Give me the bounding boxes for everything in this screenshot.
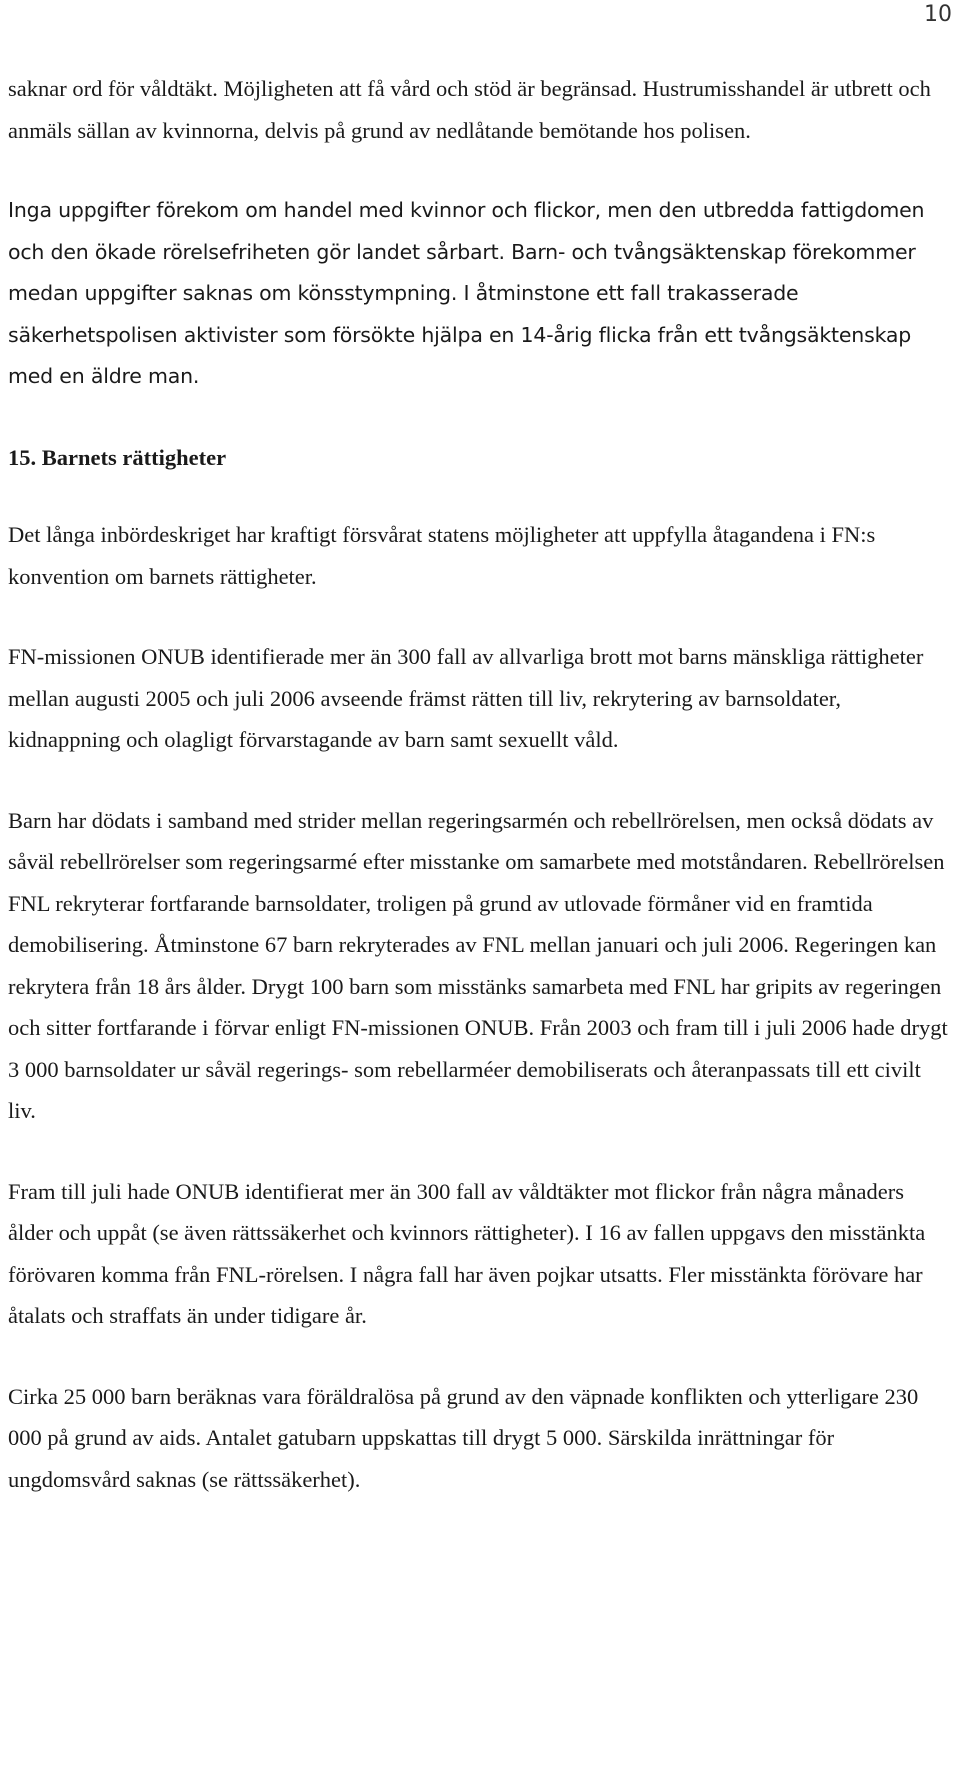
paragraph-3: Det långa inbördeskriget har kraftigt försvårat statens möjligheter att uppfylla åtagandena i FN:s konvention om barnets rättigheter. (8, 522, 876, 589)
document-body (8, 68, 953, 1539)
paragraph-7: Cirka 25 000 barn beräknas vara föräldralösa på grund av den väpnade konflikten och ytterligare 230 000 på grund av aids. Antalet gatubarn uppskattas till drygt 5 000. Särskilda inrättningar för ungdomsvård saknas (se rättssäkerhet). (8, 1383, 919, 1492)
paragraph-6: Fram till juli hade ONUB identifierat mer än 300 fall av våldtäkter mot flickor från några månaders ålder och uppåt (se även rättssäkerhet och kvinnors rättigheter). I 16 av fallen uppgavs den misstänkta förövaren komma från FNL-rörelsen. I några fall har även pojkar utsatts. Fler misstänkta förövare har åtalats och straffats än under tidigare år. (8, 1178, 926, 1328)
paragraph-2: Inga uppgifter förekom om handel med kvinnor och flickor, men den utbredda fattigdomen och den ökade rörelsefriheten gör landet sårbart. Barn- och tvångsäktenskap förekommer medan uppgifter saknas om könsstympning. I åtminstone ett fall trakasserade säkerhetspolisen aktivister som försökte hjälpa en 14-årig flicka från ett tvångsäktenskap med en äldre man. (8, 198, 925, 388)
paragraph-4: FN-missionen ONUB identifierade mer än 300 fall av allvarliga brott mot barns mänskliga rättigheter mellan augusti 2005 och juli 2006 avseende främst rätten till liv, rekrytering av barnsoldater, kidnappning och olagligt förvarstagande av barn samt sexuellt våld. (8, 644, 924, 752)
page-number: 10 (924, 2, 952, 27)
paragraph-5: Barn har dödats i samband med strider mellan regeringsarmén och rebellrörelsen, men också dödats av såväl rebellrörelser som regeringsarmé efter misstanke om samarbete med motståndaren. Rebellrörelsen FNL rekryterar fortfarande barnsoldater, troligen på grund av utlovade förmåner vid en framtida demobilisering. Åtminstone 67 barn rekryterades av FNL mellan januari och juli 2006. Regeringen kan rekrytera från 18 års ålder. Drygt 100 barn som misstänks samarbeta med FNL har gripits av regeringen och sitter fortfarande i förvar enligt FN-missionen ONUB. Från 2003 och fram till i juli 2006 hade drygt 3 000 barnsoldater ur såväl regerings- som rebellarméer demobiliserats och återanpassats till ett civilt liv. (8, 807, 948, 1123)
section-heading: 15. Barnets rättigheter (8, 444, 227, 470)
paragraph-1: saknar ord för våldtäkt. Möjligheten att få vård och stöd är begränsad. Hustrumisshandel är utbrett och anmäls sällan av kvinnorna, delvis på grund av nedlåtande bemötande hos polisen. (8, 76, 931, 143)
